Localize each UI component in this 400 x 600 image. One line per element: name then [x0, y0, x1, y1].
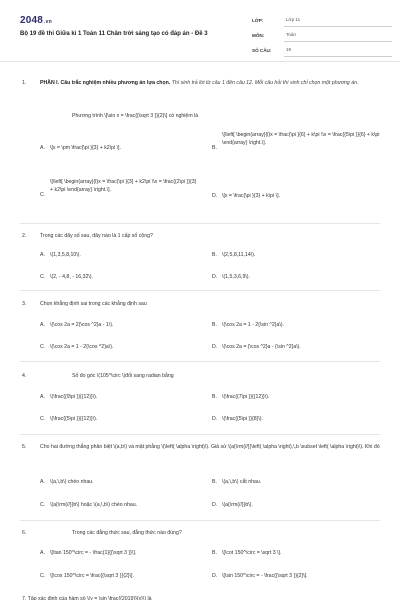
option-text: \(1,5,3,6,9\).	[222, 274, 250, 280]
option-letter: C.	[40, 416, 46, 422]
meta-value: 19	[284, 47, 392, 57]
option-text: \[\sin 150^\circ = - \frac{{\sqrt 3 }}{2}\].	[222, 573, 308, 579]
option-text: \(\cos 2a = {\cos ^2}a - {\sin ^2}a\).	[222, 344, 301, 350]
option-text: \(a,\,b\) cắt nhau.	[222, 479, 262, 485]
divider	[20, 434, 380, 435]
option-letter: B.	[212, 550, 217, 556]
option-text: \(\frac{{5\pi }}{8}\).	[222, 416, 263, 422]
question-7-partial: 7. Tập xác định của hàm số \(y = \sin \frac{{2019}}{x}\) là	[22, 596, 152, 600]
meta-label: SỐ CÂU:	[252, 48, 272, 54]
divider	[20, 290, 380, 291]
question-stem: Trong các dãy số sau, dãy nào là 1 cấp số cộng?	[40, 233, 153, 239]
option-letter: D.	[212, 193, 218, 199]
document-title: Bộ 19 đề thi Giữa kì 1 Toán 11 Chân trời sáng tạo có đáp án - Đề 3	[20, 31, 208, 37]
question-number: 5.	[22, 444, 27, 450]
option-letter: C.	[40, 573, 46, 579]
option-text: \[\left[ \begin{array}{l}x = \frac{\pi }{3} + k2\pi \\x = \frac{{2\pi }}{3} + k2\pi \end{array} \right.\].	[50, 179, 197, 193]
option-text: \[x = \pm \frac{\pi }{3} + k2\pi \].	[50, 145, 121, 151]
option-text: \(\frac{{7\pi }}{{12}}\).	[222, 394, 270, 400]
option-letter: B.	[212, 145, 217, 151]
option-letter: A.	[40, 145, 45, 151]
option-letter: D.	[212, 274, 218, 280]
option-letter: A.	[40, 479, 45, 485]
meta-value: Toán	[284, 32, 392, 42]
document-header	[0, 0, 400, 62]
option-letter: B.	[212, 322, 217, 328]
option-text: \(2,5,8,11,14\).	[222, 252, 256, 258]
question-number: 2.	[22, 233, 27, 239]
option-text: \(\cos 2a = 1 - 2{\sin ^2}a\).	[222, 322, 284, 328]
option-text: \(1,3,5,8,10\).	[50, 252, 81, 258]
option-text: \(2, - 4,8, - 16,32\).	[50, 274, 93, 280]
part-heading-block	[40, 80, 385, 88]
divider	[20, 520, 380, 521]
question-number: 3.	[22, 301, 27, 307]
option-letter: A.	[40, 394, 45, 400]
option-letter: C.	[40, 344, 46, 350]
question-number: 4.	[22, 373, 27, 379]
divider	[20, 361, 380, 362]
question-stem: Trong các đẳng thức sau, đẳng thức nào đúng?	[72, 530, 182, 536]
meta-row-class	[252, 12, 392, 27]
option-letter: D.	[212, 502, 218, 508]
meta-value: Lớp 11	[284, 17, 392, 27]
meta-row-subject	[252, 27, 392, 42]
option-text: \(\frac{{9\pi }}{{12}}\).	[50, 394, 98, 400]
question-stem: Cho hai đường thẳng phân biệt \(a,b\) và mặt phẳng \(\left( \alpha \right)\). Giả sử \(a{\rm{//}}\left( \alpha \right),\,b \subset \left( \alpha \right)\). Khi đó	[40, 444, 380, 450]
meta-label: MÔN:	[252, 33, 265, 39]
divider	[20, 223, 380, 224]
option-letter: B.	[212, 252, 217, 258]
question-stem: Chọn khẳng định sai trong các khẳng định sau	[40, 301, 147, 307]
option-text: \[\cot 150^\circ = \sqrt 3 \].	[222, 550, 282, 556]
option-text: \(a{\rm{//}}b\) hoặc \(a,\,b\) chéo nhau.	[50, 502, 138, 508]
option-letter: A.	[40, 322, 45, 328]
option-letter: D.	[212, 344, 218, 350]
option-text: \[\tan 150^\circ = - \frac{1}{{\sqrt 3 }}\].	[50, 550, 137, 556]
question-number: 1.	[22, 80, 27, 86]
option-text: \(a{\rm{//}}b\).	[222, 502, 253, 508]
option-letter: D.	[212, 416, 218, 422]
logo-text: 2048	[20, 15, 44, 26]
option-letter: C.	[40, 502, 46, 508]
option-letter: C.	[40, 274, 46, 280]
option-text: \(\frac{{5\pi }}{{12}}\).	[50, 416, 98, 422]
option-text: \(\cos 2a = 2{\cos ^2}a - 1\).	[50, 322, 114, 328]
option-letter: A.	[40, 550, 45, 556]
meta-label: LỚP:	[252, 18, 264, 24]
option-letter: B.	[212, 479, 217, 485]
part-instruction: Thí sinh trả lời từ câu 1 đến câu 12. Mỗi câu hỏi thí sinh chỉ chọn một phương án.	[171, 80, 359, 86]
site-logo[interactable]	[20, 14, 52, 29]
option-text: \[\cos 150^\circ = \frac{{\sqrt 3 }}{2}\].	[50, 573, 134, 579]
document-meta	[252, 12, 392, 57]
option-letter: A.	[40, 252, 45, 258]
option-text: \[x = \frac{\pi }{3} + k\pi \].	[222, 193, 280, 199]
option-letter: B.	[212, 394, 217, 400]
meta-row-count	[252, 42, 392, 57]
question-stem: Phương trình \[\sin x = \frac{{\sqrt 3 }}{2}\] có nghiệm là	[72, 113, 199, 119]
option-text: \[\left[ \begin{array}{l}x = \frac{\pi }{6} + k\pi \\x = \frac{{5\pi }}{6} + k\pi \end{array} \right.\].	[222, 132, 380, 146]
option-letter: D.	[212, 573, 218, 579]
question-number: 6.	[22, 530, 27, 536]
question-stem: Số đo góc \(105^\circ \)đổi sang radian bằng	[72, 373, 174, 379]
part-heading: PHẦN I. Câu trắc nghiệm nhiều phương án lựa chọn.	[40, 80, 171, 86]
option-text: \(a,\,b\) chéo nhau.	[50, 479, 94, 485]
option-text: \(\cos 2a = 1 - 2{\cos ^2}a\).	[50, 344, 114, 350]
option-letter: C.	[40, 192, 46, 198]
logo-suffix: .vn	[44, 19, 52, 25]
